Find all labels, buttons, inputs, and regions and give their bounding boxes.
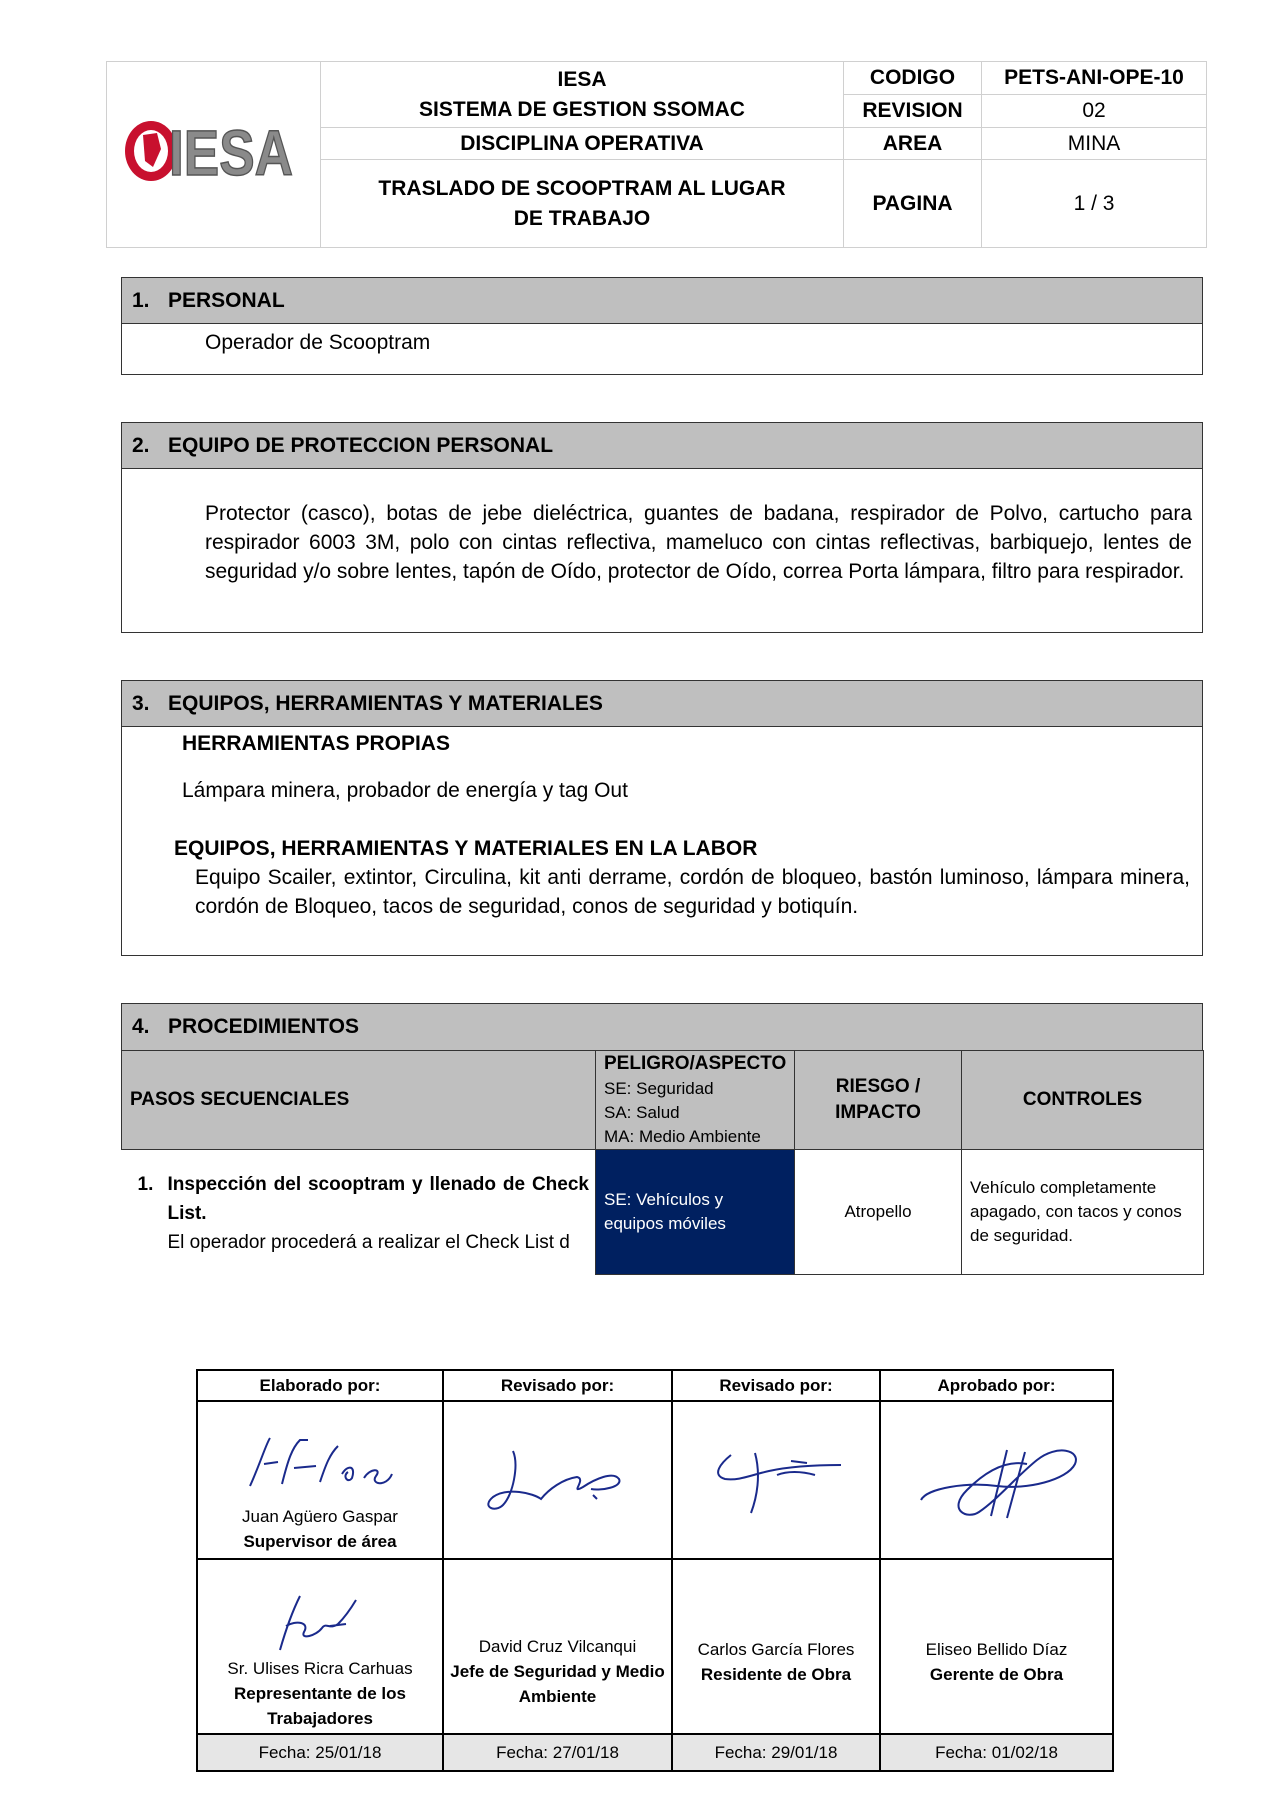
signer-role: Jefe de Seguridad y Medio Ambiente [450, 1662, 665, 1706]
step-text: El operador procederá a realizar el Check List d [167, 1232, 570, 1253]
sig-cell-jefe-seguridad [443, 1559, 672, 1734]
section-number: 3. [132, 692, 150, 715]
section-title: EQUIPOS, HERRAMIENTAS Y MATERIALES [168, 692, 603, 715]
section-procedimientos [121, 1003, 1203, 1051]
section-header [122, 681, 1202, 727]
section-header [122, 278, 1202, 324]
step-cell [122, 1150, 596, 1275]
logo-wordmark: IESA [168, 117, 293, 189]
pagina-value: 1 / 3 [982, 160, 1207, 248]
signer-name: Juan Agüero Gaspar [242, 1507, 398, 1526]
personal-text: Operador de Scooptram [205, 331, 431, 354]
sig-cell-residente [672, 1559, 880, 1734]
col-riesgo: RIESGO / IMPACTO [795, 1051, 962, 1150]
pagina-label: PAGINA [844, 160, 982, 248]
signer-name: Eliseo Bellido Díaz [925, 1639, 1068, 1659]
herramientas-propias-title: HERRAMIENTAS PROPIAS [182, 732, 450, 755]
section-title: PERSONAL [168, 289, 285, 312]
epp-text: Protector (casco), botas de jebe dieléctrica, guantes de badana, respirador de Polvo, cartucho para respirador 6003 3M, polo con cintas reflectiva, mameluco con cintas reflectivas, barbiquejo, lentes de seguridad y/o sobre lentes, tapón de Oído, protector de Oído, correa Porta lámpara, filtro para respirador. [205, 502, 1192, 583]
signature-table [196, 1369, 1114, 1772]
col-peligro [596, 1051, 795, 1150]
codigo-value: PETS-ANI-OPE-10 [982, 62, 1207, 95]
sig-header-aprobado: Aprobado por: [880, 1370, 1113, 1401]
revision-value: 02 [982, 95, 1207, 128]
signature-image [691, 1435, 861, 1525]
company-name: IESA [557, 67, 607, 91]
iesa-logo [119, 105, 309, 195]
sig-cell-revisado-1 [443, 1401, 672, 1559]
sig-cell-aprobado [880, 1401, 1113, 1559]
sig-date: Fecha: 01/02/18 [880, 1734, 1113, 1771]
controles-cell: Vehículo completamente apagado, con tacos y conos de seguridad. [962, 1150, 1204, 1275]
section-title: PROCEDIMIENTOS [168, 1015, 359, 1038]
equipos-labor-text: Equipo Scailer, extintor, Circulina, kit anti derrame, cordón de bloqueo, bastón luminoso, lámpara minera, cordón de Bloqueo, tacos de seguridad, conos de seguridad y botiquín. [195, 866, 1190, 918]
sig-cell-revisado-2 [672, 1401, 880, 1559]
section-epp [121, 422, 1203, 633]
sig-date: Fecha: 25/01/18 [197, 1734, 443, 1771]
sig-header-revisado-1: Revisado por: [443, 1370, 672, 1401]
sig-cell-elaborado [197, 1401, 443, 1559]
signer-role: Supervisor de área [243, 1532, 397, 1551]
section-number: 1. [132, 289, 150, 312]
section-equipos [121, 680, 1203, 956]
area-value: MINA [982, 128, 1207, 160]
section-personal [121, 277, 1203, 375]
revision-label: REVISION [844, 95, 982, 128]
col-peligro-ma: MA: Medio Ambiente [604, 1127, 761, 1146]
signature-image [473, 1435, 643, 1525]
col-controles: CONTROLES [962, 1051, 1204, 1150]
discipline: DISCIPLINA OPERATIVA [321, 128, 844, 160]
sig-date: Fecha: 29/01/18 [672, 1734, 880, 1771]
signature-image [230, 1424, 410, 1504]
signer-name: Sr. Ulises Ricra Carhuas [227, 1659, 413, 1678]
equipos-labor-title: EQUIPOS, HERRAMIENTAS Y MATERIALES EN LA LABOR [174, 837, 758, 860]
section-number: 2. [132, 434, 150, 457]
step-title: Inspección del scooptram y llenado de Check List. [167, 1174, 589, 1224]
section-number: 4. [132, 1015, 150, 1038]
riesgo-cell: Atropello [795, 1150, 962, 1275]
signer-name: David Cruz Vilcanqui [478, 1637, 637, 1656]
signer-role: Representante de los Trabajadores [234, 1684, 406, 1728]
system-name: SISTEMA DE GESTION SSOMAC [419, 97, 745, 121]
section-header [122, 1004, 1202, 1051]
col-peligro-se: SE: Seguridad [604, 1079, 714, 1098]
table-row [122, 1150, 1204, 1275]
procedures-table [121, 1050, 1204, 1275]
company-system-cell [321, 62, 844, 128]
signature-image [907, 1430, 1087, 1530]
col-peligro-title: PELIGRO/ASPECTO [604, 1053, 787, 1074]
signer-role: Gerente de Obra [929, 1664, 1064, 1684]
signer-name: Carlos García Flores [697, 1639, 855, 1659]
document-title: TRASLADO DE SCOOPTRAM AL LUGAR DE TRABAJO [321, 160, 844, 248]
herramientas-propias-text: Lámpara minera, probador de energía y tag Out [182, 779, 628, 802]
codigo-label: CODIGO [844, 62, 982, 95]
sig-cell-gerente [880, 1559, 1113, 1734]
area-label: AREA [844, 128, 982, 160]
sig-date: Fecha: 27/01/18 [443, 1734, 672, 1771]
col-pasos: PASOS SECUENCIALES [122, 1051, 596, 1150]
logo-cell [107, 62, 321, 248]
section-header [122, 423, 1202, 469]
peligro-cell: SE: Vehículos y equipos móviles [596, 1150, 795, 1275]
sig-header-elaborado: Elaborado por: [197, 1370, 443, 1401]
signer-role: Residente de Obra [700, 1664, 852, 1684]
sig-header-revisado-2: Revisado por: [672, 1370, 880, 1401]
step-number: 1. [137, 1174, 154, 1195]
section-title: EQUIPO DE PROTECCION PERSONAL [168, 434, 554, 457]
document-header [106, 61, 1207, 248]
signature-image [260, 1586, 380, 1656]
col-peligro-sa: SA: Salud [604, 1103, 680, 1122]
sig-cell-representante [197, 1559, 443, 1734]
